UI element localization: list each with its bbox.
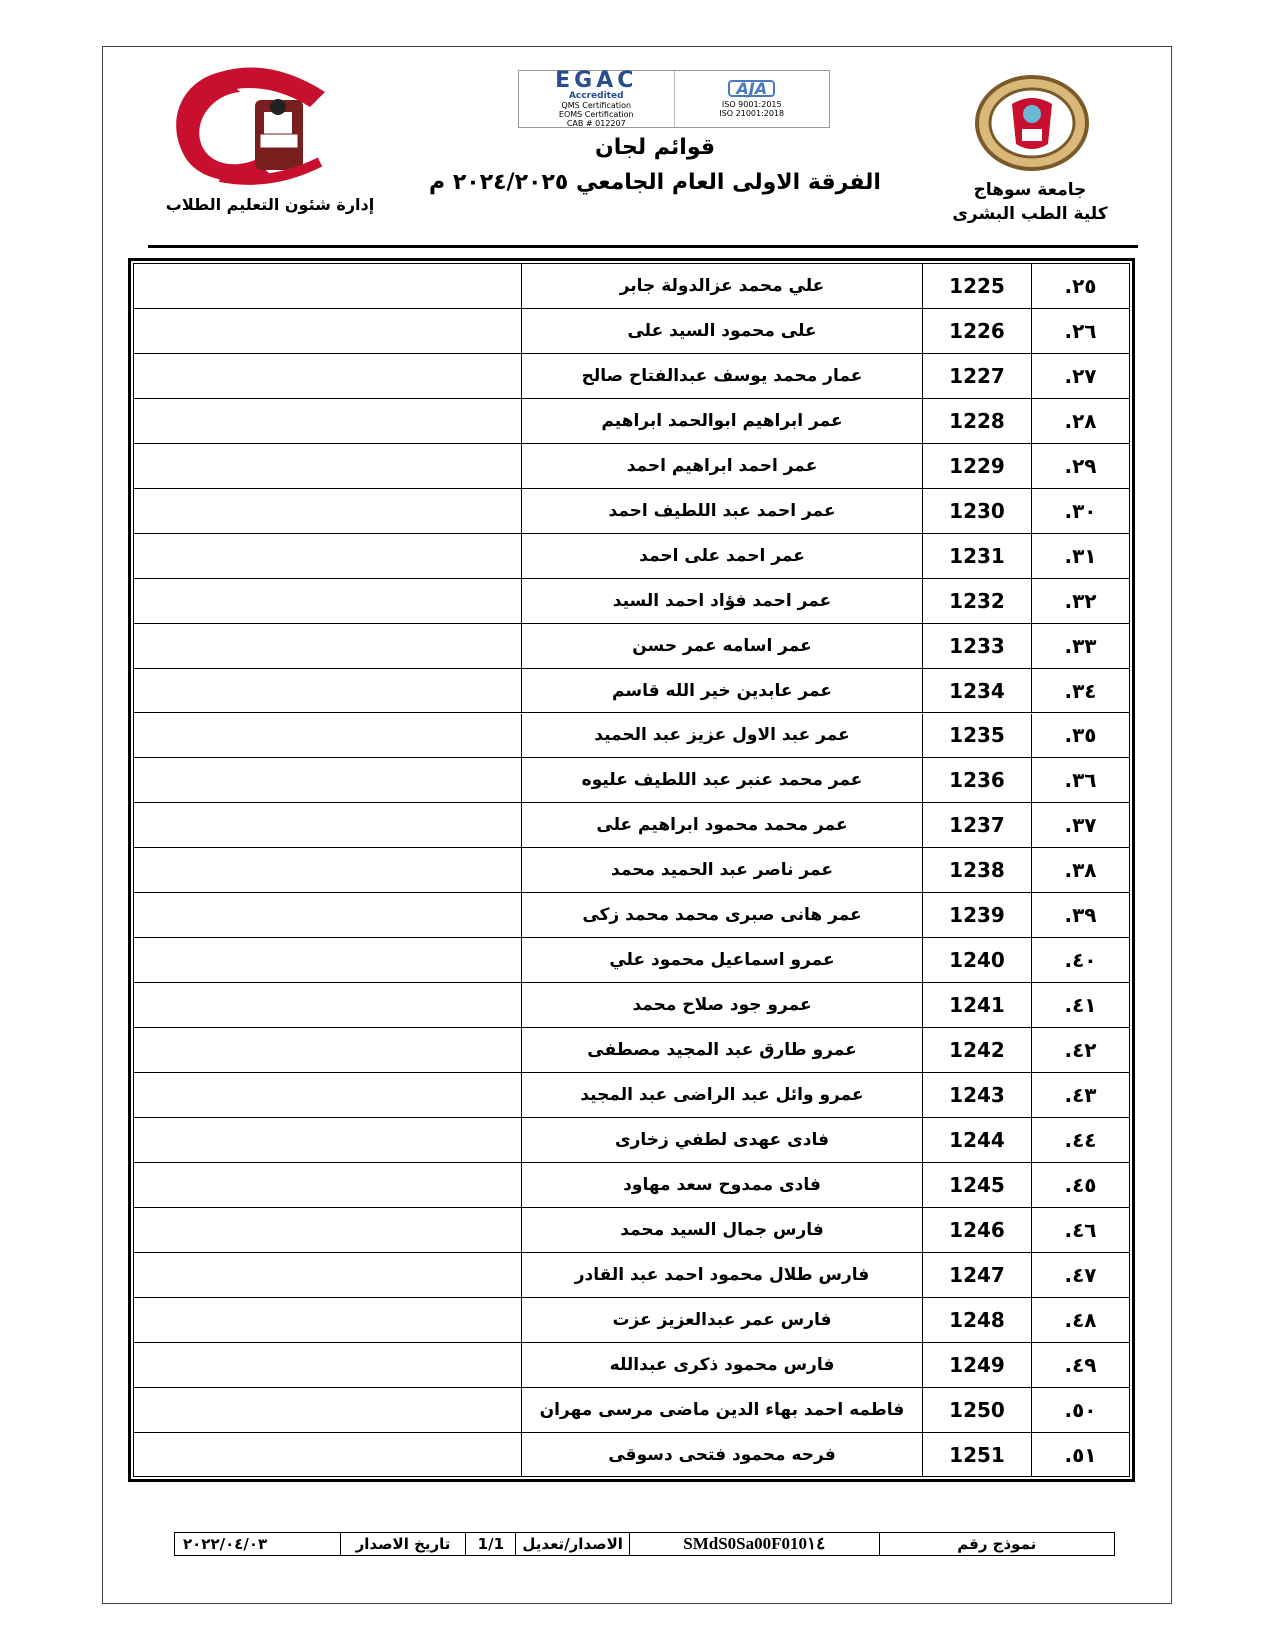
row-index: ٤٦. xyxy=(1064,1217,1097,1242)
seat-number: 1225 xyxy=(923,264,1032,308)
seat-number: 1236 xyxy=(923,758,1032,802)
seat-number: 1230 xyxy=(923,489,1032,533)
seat-number: 1237 xyxy=(923,803,1032,847)
student-name: عمر هانى صبرى محمد محمد زكى xyxy=(522,893,923,937)
signature-cell xyxy=(134,1118,522,1162)
seat-number: 1226 xyxy=(923,309,1032,353)
row-index: ٤٤. xyxy=(1064,1128,1097,1153)
table-row xyxy=(134,669,1129,714)
row-index: ٣٠. xyxy=(1064,498,1097,523)
row-index: ٢٥. xyxy=(1064,273,1097,298)
student-name: فرحه محمود فتحى دسوقى xyxy=(522,1433,923,1477)
university-title: جامعة سوهاج xyxy=(973,180,1087,200)
table-row xyxy=(134,893,1129,938)
seat-number: 1235 xyxy=(923,714,1032,758)
signature-cell xyxy=(134,1253,522,1297)
signature-cell xyxy=(134,579,522,623)
row-index: ٣٣. xyxy=(1064,633,1097,658)
signature-cell xyxy=(134,399,522,443)
row-index: ٣٩. xyxy=(1064,903,1097,928)
signature-cell xyxy=(134,1028,522,1072)
signature-cell xyxy=(134,309,522,353)
student-name: عمر اسامه عمر حسن xyxy=(522,624,923,668)
student-name: فارس طلال محمود احمد عبد القادر xyxy=(522,1253,923,1297)
signature-cell xyxy=(134,624,522,668)
row-index: ٢٧. xyxy=(1064,363,1097,388)
signature-cell xyxy=(134,534,522,578)
signature-cell xyxy=(134,489,522,533)
table-row xyxy=(134,1163,1129,1208)
table-row xyxy=(134,983,1129,1028)
row-index: ٣٥. xyxy=(1064,723,1097,748)
signature-cell xyxy=(134,669,522,713)
student-name: عمرو جود صلاح محمد xyxy=(522,983,923,1027)
student-name: على محمود السيد على xyxy=(522,309,923,353)
university-name xyxy=(930,178,1130,226)
table-row xyxy=(134,624,1129,669)
row-index: ٢٦. xyxy=(1064,318,1097,343)
seat-number: 1232 xyxy=(923,579,1032,623)
signature-cell xyxy=(134,1163,522,1207)
signature-cell xyxy=(134,983,522,1027)
student-name: عمر احمد ابراهيم احمد xyxy=(522,444,923,488)
seat-number: 1241 xyxy=(923,983,1032,1027)
table-row xyxy=(134,1118,1129,1163)
table-row xyxy=(134,714,1129,759)
row-index: ٣٢. xyxy=(1064,588,1097,613)
student-name: عمر احمد على احمد xyxy=(522,534,923,578)
row-index: ٥١. xyxy=(1064,1443,1097,1468)
row-index: ٣٤. xyxy=(1064,678,1097,703)
student-name: فاطمه احمد بهاء الدين ماضى مرسى مهران xyxy=(522,1388,923,1432)
table-row xyxy=(134,1343,1129,1388)
seat-number: 1249 xyxy=(923,1343,1032,1387)
row-index: ٣٦. xyxy=(1064,768,1097,793)
student-name: عمر محمد عنبر عبد اللطيف عليوه xyxy=(522,758,923,802)
department-name: إدارة شئون التعليم الطلاب xyxy=(165,195,375,214)
signature-cell xyxy=(134,264,522,308)
row-index: ٤٩. xyxy=(1064,1352,1097,1377)
signature-cell xyxy=(134,758,522,802)
signature-cell xyxy=(134,354,522,398)
seat-number: 1251 xyxy=(923,1433,1032,1477)
signature-cell xyxy=(134,803,522,847)
row-index: ٢٩. xyxy=(1064,453,1097,478)
version-label: الاصدار/تعديل xyxy=(515,1533,629,1555)
seat-number: 1244 xyxy=(923,1118,1032,1162)
version-value: 1/1 xyxy=(465,1533,515,1555)
student-name: عمر عبد الاول عزيز عبد الحميد xyxy=(522,714,923,758)
row-index: ٣٨. xyxy=(1064,858,1097,883)
signature-cell xyxy=(134,1298,522,1342)
table-row xyxy=(134,1028,1129,1073)
student-name: عمرو اسماعيل محمود علي xyxy=(522,938,923,982)
signature-cell xyxy=(134,938,522,982)
row-index: ٤١. xyxy=(1064,993,1097,1018)
student-name: فادى عهدى لطفي زخارى xyxy=(522,1118,923,1162)
table-row xyxy=(134,489,1129,534)
seat-number: 1250 xyxy=(923,1388,1032,1432)
seat-number: 1238 xyxy=(923,848,1032,892)
table-row xyxy=(134,1298,1129,1343)
form-number-value: SMdS0Sa00F010١٤ xyxy=(629,1533,878,1555)
signature-cell xyxy=(134,1388,522,1432)
row-index: ٤٧. xyxy=(1064,1262,1097,1287)
student-name: علي محمد عزالدولة جابر xyxy=(522,264,923,308)
student-name: عمر محمد محمود ابراهيم على xyxy=(522,803,923,847)
table-row xyxy=(134,534,1129,579)
row-index: ٣١. xyxy=(1064,543,1097,568)
seat-number: 1240 xyxy=(923,938,1032,982)
page-title: قوائم لجان xyxy=(594,135,716,160)
row-index: ٣٧. xyxy=(1064,813,1097,838)
seat-number: 1239 xyxy=(923,893,1032,937)
table-row xyxy=(134,848,1129,893)
row-index: ٢٨. xyxy=(1064,408,1097,433)
signature-cell xyxy=(134,1073,522,1117)
signature-cell xyxy=(134,1433,522,1477)
signature-cell xyxy=(134,1343,522,1387)
aja-logo: AJA ISO 9001:2015 ISO 21001:2018 xyxy=(674,71,830,127)
student-name: فارس محمود ذكرى عبدالله xyxy=(522,1343,923,1387)
page-subtitle: الفرقة الاولى العام الجامعي ٢٠٢٤/٢٠٢٥ م xyxy=(429,170,881,195)
student-name: فارس جمال السيد محمد xyxy=(522,1208,923,1252)
certification-logos xyxy=(518,70,830,128)
seat-number: 1248 xyxy=(923,1298,1032,1342)
seat-number: 1247 xyxy=(923,1253,1032,1297)
faculty-title: كلية الطب البشرى xyxy=(952,204,1108,224)
table-row xyxy=(134,579,1129,624)
signature-cell xyxy=(134,1208,522,1252)
table-row xyxy=(134,938,1129,983)
seat-number: 1231 xyxy=(923,534,1032,578)
table-row xyxy=(134,803,1129,848)
table-row xyxy=(134,758,1129,803)
committee-table xyxy=(133,263,1130,1477)
table-row xyxy=(134,399,1129,444)
row-index: ٤٨. xyxy=(1064,1307,1097,1332)
student-name: فادى ممدوح سعد مهاود xyxy=(522,1163,923,1207)
table-row xyxy=(134,1433,1129,1477)
row-index: ٤٥. xyxy=(1064,1172,1097,1197)
student-name: عمر ناصر عبد الحميد محمد xyxy=(522,848,923,892)
seat-number: 1246 xyxy=(923,1208,1032,1252)
signature-cell xyxy=(134,444,522,488)
signature-cell xyxy=(134,893,522,937)
seat-number: 1242 xyxy=(923,1028,1032,1072)
egac-logo: EGAC Accredited QMS Certification EOMS Certification CAB # 012207 xyxy=(555,68,638,128)
seat-number: 1243 xyxy=(923,1073,1032,1117)
student-name: عمر احمد عبد اللطيف احمد xyxy=(522,489,923,533)
student-name: عمر عابدين خير الله قاسم xyxy=(522,669,923,713)
header-divider xyxy=(148,245,1138,248)
seat-number: 1233 xyxy=(923,624,1032,668)
issue-date-value: ٢٠٢٢/٠٤/٠٣ xyxy=(183,1535,268,1553)
table-row xyxy=(134,309,1129,354)
student-name: عمر ابراهيم ابوالحمد ابراهيم xyxy=(522,399,923,443)
faculty-logo xyxy=(160,62,340,192)
table-row xyxy=(134,1073,1129,1118)
student-name: عمرو طارق عبد المجيد مصطفى xyxy=(522,1028,923,1072)
student-name: فارس عمر عبدالعزيز عزت xyxy=(522,1298,923,1342)
seat-number: 1234 xyxy=(923,669,1032,713)
form-number-label: نموذج رقم xyxy=(879,1533,1115,1555)
university-seal xyxy=(972,74,1092,172)
student-name: عمرو وائل عبد الراضى عبد المجيد xyxy=(522,1073,923,1117)
student-name: عمر احمد فؤاد احمد السيد xyxy=(522,579,923,623)
row-index: ٤٢. xyxy=(1064,1038,1097,1063)
table-row xyxy=(134,1253,1129,1298)
table-row xyxy=(134,354,1129,399)
seat-number: 1245 xyxy=(923,1163,1032,1207)
form-footer xyxy=(174,1532,1115,1556)
seat-number: 1229 xyxy=(923,444,1032,488)
table-row xyxy=(134,264,1129,309)
table-row xyxy=(134,444,1129,489)
signature-cell xyxy=(134,848,522,892)
signature-cell xyxy=(134,714,522,758)
row-index: ٥٠. xyxy=(1064,1397,1097,1422)
row-index: ٤٣. xyxy=(1064,1083,1097,1108)
row-index: ٤٠. xyxy=(1064,948,1097,973)
student-name: عمار محمد يوسف عبدالفتاح صالح xyxy=(522,354,923,398)
seat-number: 1227 xyxy=(923,354,1032,398)
table-row xyxy=(134,1208,1129,1253)
issue-date-label: تاريخ الاصدار xyxy=(340,1533,466,1555)
table-row xyxy=(134,1388,1129,1433)
seat-number: 1228 xyxy=(923,399,1032,443)
